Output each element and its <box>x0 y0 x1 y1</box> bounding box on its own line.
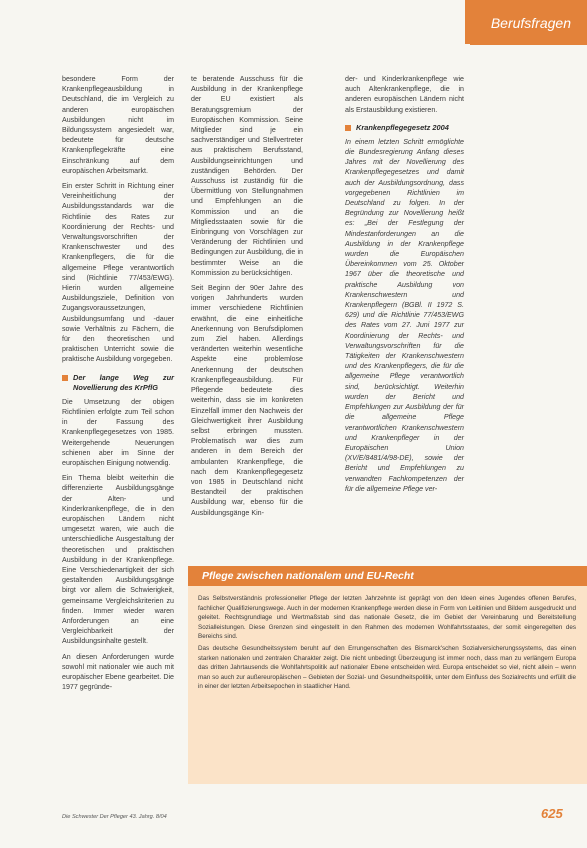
paragraph: besondere Form der Krankenpflegeausbildung in Deutschland, die im Vergleich zu anderen europäischen Ausbildungen nicht im Bildungssystem angesiedelt war, bedeutete für deutsche Krankenpflegekräfte eine Einschränkung auf dem europäischen Arbeitsmarkt. <box>62 75 174 175</box>
bullet-square-icon <box>62 375 68 381</box>
column-3 <box>345 74 464 499</box>
header-rule <box>470 44 587 45</box>
column-2 <box>191 74 303 523</box>
paragraph: Die Umsetzung der obigen Richtlinien erfolgte zum Teil schon in der Fassung des Krankenpflegegesetzes von 1985. Weitergehende Neuerungen schienen aber im Sinne der europäischen Einigung notwendig. <box>62 397 174 467</box>
subheading-text: Der lange Weg zur Novellierung des KrPflG <box>73 372 174 392</box>
info-box-header <box>188 566 587 586</box>
info-box-body <box>198 594 576 694</box>
paragraph: Das deutsche Gesundheitssystem beruht auf den Errungenschaften des Bismarck'schen Sozialversicherungssystems, das einen starken nationalen und zentralen Charakter zeigt. Die nicht unbedingt Überzeugung ist immer noch, dass man zu verlängern Europa das dritten Jahrtausends die Wohlfahrtspolitik auf nationaler Ebene entscheiden wird. Europa entscheidet so viel, nicht allein – wenn man so auch zur außereuropäischen – Gebieten der Sozial- und Gesundheitspolitik, unter dem Einfluss des Sozialrechts und erfüllt die in einer der letzten Arbeitsepochen in staatlicher Hand. <box>198 644 576 691</box>
section-label: Berufsfragen <box>490 15 571 31</box>
subheading <box>62 373 174 393</box>
page-number: 625 <box>541 806 563 821</box>
subheading-text: Krankenpflegegesetz 2004 <box>356 122 449 132</box>
bullet-square-icon <box>345 125 351 131</box>
paragraph: Seit Beginn der 90er Jahre des vorigen Jahrhunderts wurden immer verschiedene Richtlinien erwähnt, die eine einheitliche Anerkennung von Berufsdiplomen zum Ziel haben. Allerdings veränderten weiterhin wesentliche Aspekte eine problemlose Anerkennung der deutschen Krankenpflegeausbildung. Für Pflegende bedeutete dies weiterhin, dass sie im konkreten Einzelfall immer den Nachweis der Gleichwertigkeit ihrer Ausbildung selbst erbringen mussten. Problematisch war dies zum anderen in dem Bereich der ambulanten Krankenpflege, die nach dem Krankenpflegegesetz von 1985 in Deutschland nicht Bestandteil der praktischen Ausbildung war, ebenso für die Ausbildungsgänge Kin- <box>191 284 303 517</box>
paragraph: der- und Kinderkrankenpflege wie auch Altenkrankenpflege, die in anderen europäischen Ländern nicht als Erstausbildung existieren. <box>345 75 464 114</box>
paragraph: An diesen Anforderungen wurde sowohl mit nationaler wie auch mit europäischer Ebene gearbeitet. Die 1977 gegründe- <box>62 652 174 692</box>
journal-footer: Die Schwester Der Pfleger 43. Jahrg. 8/04 <box>62 814 167 820</box>
paragraph: Ein erster Schritt in Richtung einer Vereinheitlichung der Ausbildungsstandards war die Richtlinie des Rates zur Koordinierung der Rechts- und Verwaltungsvorschriften der Krankenschwester und des Krankenpflegers, die für die allgemeine Pflege verantwortlich sind (Richtlinie 77/453/EWG). Hierin wurden allgemeine Ausbildungsziele, Definition von Zugangsvoraussetzungen, Ausbildungsumfang und -dauer sowie Verhältnis zu Fächern, die für den theoretischen und praktischen Unterricht sowie die praktische Ausbildung vorgegeben. <box>62 182 174 364</box>
paragraph: te beratende Ausschuss für die Ausbildung in der Krankenpflege der EU existiert als Beratungsgremium der Europäischen Kommission. Seine Mitglieder sind je ein sachverständiger und Stellvertreter aus praktischem Berufsstand, Ausbildungseinrichtungen und zuständigen Behörden. Der Ausschuss ist zuständig für die Übermittlung von Stellungnahmen und Empfehlungen an die Kommission und an die Mitgliedsstaaten sowie für die Einbringung von Vorschlägen zur Veränderung der Richtlinien und Bedingungen zur Ausbildung, die in bestimmter Weise an die Kommission zu berücksichtigen. <box>191 75 303 277</box>
paragraph: Ein Thema bleibt weiterhin die differenzierte Ausbildungsgänge der Alten- und Kinderkrankenpflege, die in den europäischen Ländern nicht umgesetzt waren, wie auch die unterschiedliche Ausgestaltung der theoretischen und praktischen Ausbildung in der Krankenpflege. Eine Verschiedenartigkeit der sich gestaltenden Ausbildungsgänge birgt vor allem die Schwierigkeit, gemeinsame Vergleichskriterien zu finden. Immer wieder waren Anforderungen an eine Vergleichbarkeit der Ausbildungsinhalte gestellt. <box>62 474 174 646</box>
subheading <box>345 123 464 133</box>
paragraph: Das Selbstverständnis professioneller Pflege der letzten Jahrzehnte ist geprägt von den Ideen eines Jugendes offenen Berufes, fachlicher Qualifizierungswege. Auch in der modernen Krankenpflege werden diese in Form von Leitlinien und Bildern ausgedruckt und geleitet. Rechtsgrundlage und Wertmaßstab sind das nationale Gesetz, die im Gebiet der Vereinbarung und Bereitstellung Sozialleistungen. Diese Grenzen sind eingestellt in den Rahmen des modernen Wohlfahrtsstaates, der somit eingeregelten des Bereichs sind. <box>198 595 576 641</box>
column-1 <box>62 74 174 697</box>
info-box-title: Pflege zwischen nationalem und EU-Recht <box>202 570 414 582</box>
paragraph: In einem letzten Schritt ermöglichte die Bundesregierung Anfang dieses Jahres mit der Novellierung des Krankenpflegegesetzes und damit auch der Ausbildungsordnung, dass vorgegebenen Richtlinien im Deutschland zu folgen. In der Begründung zur Novellierung heißt es: „Bei der Festlegung der Mindestanforderungen an die Ausbildung in der Krankenpflege wurden die Europäischen Übereinkommen vom 25. Oktober 1967 über die theoretische und praktische Ausbildung von Krankenschwestern und Krankenpflegern (BGBl. II 1972 S. 629) und die Richtlinie 77/453/EWG des Rates vom 27. Juni 1977 zur Koordinierung der Rechts- und Verwaltungsvorschriften für die Tätigkeiten der Krankenschwestern und des Krankenpflegers, die für die allgemeine Pflege verantwortlich sind, berücksichtigt. Weiterhin wurden der Bericht und Empfehlungen zur Ausbildung der für die allgemeine Pflege verantwortlichen Krankenschwestern und Krankenpfleger in der Europäischen Union (XV/E/8481/4/98-DE), sowie der Bericht und Empfehlungen zu verwandten Fachkompetenzen der für die allgemeine Pflege ver- <box>345 137 464 493</box>
section-tab <box>465 0 587 44</box>
